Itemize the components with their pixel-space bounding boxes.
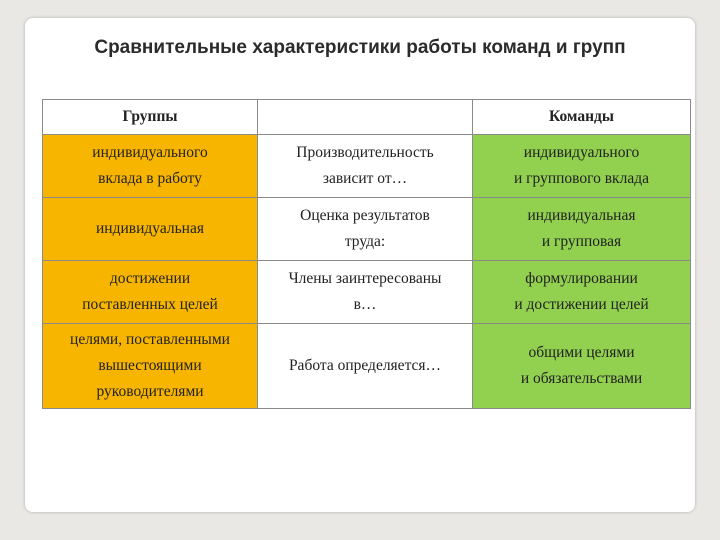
- cell-line: и групповая: [541, 233, 622, 250]
- teams-cell: [473, 261, 691, 324]
- cell-line: зависит от…: [322, 170, 408, 187]
- teams-cell: [473, 324, 691, 409]
- table-header-row: [43, 100, 691, 135]
- table-row: [43, 135, 691, 198]
- cell-line: вышестоящими: [98, 357, 202, 374]
- criterion-cell: [258, 324, 473, 409]
- criterion-cell: [258, 198, 473, 261]
- slide: [25, 18, 695, 512]
- cell-line: Члены заинтересованы: [288, 270, 442, 287]
- table-row: [43, 198, 691, 261]
- slide-title: Сравнительные характеристики работы команд и групп: [94, 37, 626, 58]
- cell-line: труда:: [344, 233, 386, 250]
- header-criterion: [258, 100, 473, 135]
- cell-line: индивидуального: [523, 144, 640, 161]
- cell-line: в…: [353, 296, 377, 313]
- cell-line: поставленных целей: [82, 296, 218, 313]
- cell-line: целями, поставленными: [70, 331, 230, 348]
- cell-line: вклада в работу: [98, 170, 202, 187]
- cell-line: общими целями: [528, 344, 635, 361]
- groups-cell: [43, 261, 258, 324]
- cell-line: и группового вклада: [514, 170, 649, 187]
- groups-cell: [43, 198, 258, 261]
- header-groups: Группы: [43, 100, 258, 135]
- table-row: [43, 324, 691, 409]
- cell-line: формулировании: [525, 270, 638, 287]
- cell-line: индивидуального: [92, 144, 208, 161]
- criterion-cell: [258, 261, 473, 324]
- cell-line: достижении: [109, 270, 191, 287]
- teams-cell: [473, 198, 691, 261]
- comparison-table: [42, 99, 691, 409]
- cell-line: Производительность: [296, 144, 434, 161]
- cell-line: руководителями: [96, 383, 204, 400]
- criterion-cell: [258, 135, 473, 198]
- cell-line: и достижении целей: [514, 296, 649, 313]
- cell-line: Работа определяется…: [288, 357, 442, 374]
- cell-line: индивидуальная: [96, 220, 204, 237]
- groups-cell: [43, 135, 258, 198]
- header-teams: Команды: [473, 100, 691, 135]
- cell-line: и обязательствами: [520, 370, 643, 387]
- groups-cell: [43, 324, 258, 409]
- cell-line: Оценка результатов: [300, 207, 430, 224]
- cell-line: индивидуальная: [527, 207, 636, 224]
- table-row: [43, 261, 691, 324]
- teams-cell: [473, 135, 691, 198]
